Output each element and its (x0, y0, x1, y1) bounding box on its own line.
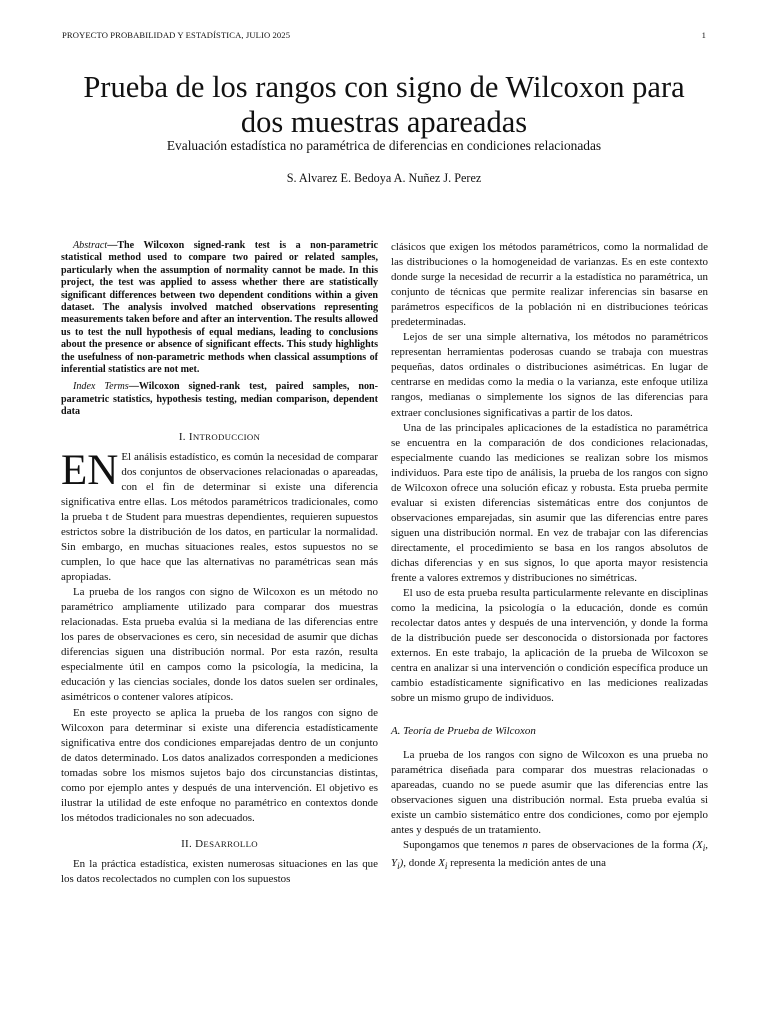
paper-subtitle: Evaluación estadística no paramétrica de diferencias en condiciones relacionadas (166, 138, 602, 153)
page-number: 1 (701, 30, 706, 40)
index-terms-label: Index Terms (73, 381, 129, 393)
abstract-label: Abstract (73, 240, 108, 251)
math-n: n (522, 838, 528, 851)
math-xi: $X_i$ (438, 857, 448, 872)
index-terms (61, 381, 378, 418)
section-heading-introduccion: I. INTRODUCCION (178, 430, 261, 443)
intro-paragraph-1: EN El análisis estadístico, es común la necesidad de comparar dos conjuntos de observaciones relacionadas o apareadas, con el fin de determinar si existe una diferencia significativa entre ellas. Los métodos paramétricos tradicionales, como la prueba t de Student para muestras dependientes, requieren supuestos estrictos sobre la distribución de los datos, en particular la normalidad. Sin embargo, en muchas situaciones reales, estos supuestos no se cumplen, lo que hace que las alternativas no paramétricas sean más apropiadas. (61, 446, 378, 584)
running-header (62, 30, 706, 44)
section-heading-desarrollo: II. DESARROLLO (181, 837, 258, 850)
intro-paragraph-3: En este proyecto se aplica la prueba de los rangos con signo de Wilcoxon para determinar si existe una diferencia estadísticamente significativa entre dos condiciones emparejadas dentro de un conjunto de datos determinado. Los datos analizados corresponden a mediciones tomadas sobre los mismos sujetos bajo dos circunstancias distintas, como por ejemplo antes y después de una intervención. El objetivo es ilustrar la utilidad de este enfoque no paramétrico en contextos donde los métodos tradicionales no son adecuados. (61, 706, 378, 824)
intro-paragraph-2: La prueba de los rangos con signo de Wilcoxon es un método no paramétrico ampliamente utilizado para comparar dos muestras relacionadas. Esta prueba evalúa si la mediana de las diferencias entre los pares de observaciones es cero, sin necesidad de asumir que dichas diferencias siguen una distribución normal. Por esta razón, resulta especialmente útil en campos como la psicología, la medicina, la educación y las ciencias sociales, donde los datos suelen ser ordinales, asimétricos o contener valores atípicos. (61, 586, 378, 704)
author-list: S. Alvarez E. Bedoya A. Nuñez J. Perez (286, 171, 482, 185)
title-line-2: dos muestras apareadas (240, 105, 528, 139)
abstract-text: —The Wilcoxon signed-rank test is a non-parametric statistical method used to compare two paired or related samples, particularly when the assumption of normality cannot be made. In this project, the test was applied to assess whether there are statistically significant differences between two dependent conditions within a given dataset. The analysis involved matched observations representing measurements taken before and after an intervention. The results allowed us to test the null hypothesis of equal medians, leading to conclusions about the presence or absence of significant effects. This study highlights the usefulness of non-parametric methods when classical assumptions of inferential statistics are not met. (61, 240, 379, 376)
desarrollo-paragraph-4: El uso de esta prueba resulta particularmente relevante en disciplinas como la medicina, la psicología o la educación, donde es común recolectar datos antes y después de una intervención, y donde la forma de la distribución puede ser desconocida o distorsionada por factores externos. En este trabajo, la aplicación de la prueba de Wilcoxon se centra en analizar si una intervención o condición específica produce un cambio estadísticamente significativo en las mediciones realizadas sobre un mismo grupo de individuos. (391, 587, 708, 705)
teoria-paragraph-2: Supongamos que tenemos n pares de observaciones de la forma ($X_i$, $Y_i$), donde $X_i$ representa la medición antes de una (391, 838, 708, 872)
subsection-heading-teoria: A. Teoría de Prueba de Wilcoxon (391, 725, 536, 738)
desarrollo-paragraph-1-continued: clásicos que exigen los métodos paramétricos, como la normalidad de las distribuciones o la homogeneidad de varianzas. Es en este contexto donde surge la necesidad de recurrir a la estadística no paramétrica, un conjunto de técnicas que permite realizar inferencias sin basarse en parámetros específicos de la población ni en distribuciones teóricas predeterminadas. (391, 241, 708, 329)
desarrollo-paragraph-1: En la práctica estadística, existen numerosas situaciones en las que los datos recolectados no cumplen con los supuestos (61, 857, 378, 885)
index-terms-text: —Wilcoxon signed-rank test, paired samples, non-parametric statistics, hypothesis testing, median comparison, dependent data (61, 381, 378, 418)
abstract (61, 240, 378, 376)
journal-header: PROYECTO PROBABILIDAD Y ESTADÍSTICA, JULIO 2025 (62, 30, 291, 40)
title-line-1: Prueba de los rangos con signo de Wilcoxon para (83, 70, 685, 104)
desarrollo-paragraph-3: Una de las principales aplicaciones de la estadística no paramétrica se encuentra en la comparación de dos condiciones relacionadas, especialmente cuando las mediciones se realizan sobre los mismos individuos. Para este tipo de análisis, la prueba de los rangos con signo de Wilcoxon ofrece una solución eficaz y robusta. Esta prueba permite evaluar si existen diferencias sistemáticas entre dos conjuntos de observaciones emparejadas, sin asumir que las diferencias entre pares siguen una distribución normal. En vez de trabajar con las diferencias directamente, el procedimiento se basa en los rangos absolutos de dichas diferencias y en sus signos, lo que aporta mayor resistencia frente a valores extremos y distribuciones no simétricas. (391, 421, 708, 585)
teoria-paragraph-1: La prueba de los rangos con signo de Wilcoxon es una prueba no paramétrica diseñada para comparar dos muestras relacionadas o apareadas, cuando no se puede asumir que las diferencias entre las observaciones siguen una distribución normal. Esta prueba evalúa si existe un cambio sistemático entre dos condiciones, como por ejemplo antes y después de un tratamiento. (391, 748, 708, 836)
desarrollo-paragraph-2: Lejos de ser una simple alternativa, los métodos no paramétricos representan herramientas poderosas cuando se trabaja con muestras pequeñas, datos ordinales o distribuciones asimétricas. En lugar de centrarse en medidas como la media o la varianza, este enfoque utiliza rangos, medianas o simplemente los signos de las diferencias para extraer conclusiones significativas a partir de los datos. (391, 331, 708, 419)
left-column (61, 240, 378, 887)
right-column (391, 240, 708, 874)
drop-cap: EN (61, 446, 119, 494)
math-pair: ($X_i$, $Y_i$) (391, 838, 708, 872)
paper-title (40, 70, 728, 140)
